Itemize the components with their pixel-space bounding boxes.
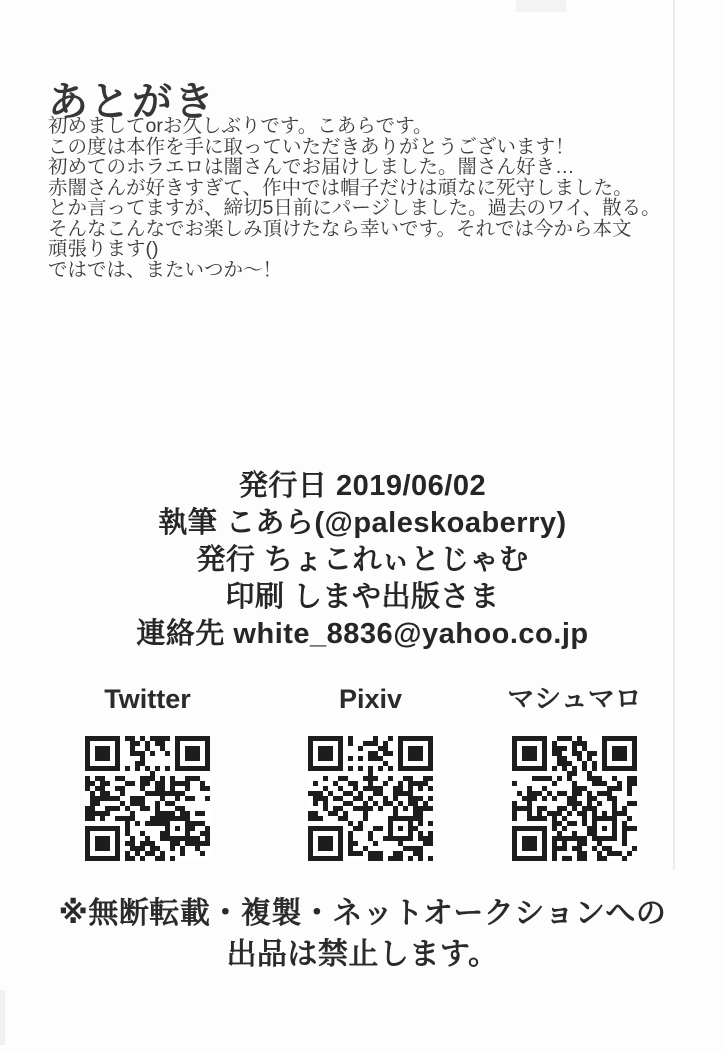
afterword-line: この度は本作を手に取っていただきありがとうございます！: [48, 135, 575, 158]
qr-code-pixiv-icon: [308, 736, 433, 861]
scan-artifact-smudge: [516, 0, 566, 12]
page-title: あとがき: [48, 80, 216, 124]
qr-section: [0, 682, 725, 872]
colophon: [0, 468, 725, 653]
reprint-prohibition-notice: [0, 893, 725, 975]
qr-code-twitter-icon: [85, 736, 210, 861]
afterword-line: 赤闇さんが好きすぎて、作中では帽子だけは頑なに死守しました。: [48, 176, 633, 199]
qr-block-marshmallow: [507, 682, 642, 861]
qr-block-pixiv: [308, 682, 433, 861]
afterword-line: ではでは、またいつか～！: [48, 258, 283, 281]
afterword-line: そんなこんなでお楽しみ頂けたなら幸いです。それでは今から本文: [48, 217, 632, 240]
qr-label-twitter: Twitter: [104, 684, 191, 714]
qr-code-marshmallow-icon: [512, 736, 637, 861]
qr-block-twitter: [85, 682, 210, 861]
scan-artifact-mark: [0, 990, 5, 1045]
qr-label-pixiv: Pixiv: [338, 684, 403, 714]
afterword-line: 初めてのホラエロは闇さんでお届けしました。闇さん好き…: [48, 156, 575, 178]
notice-line: ※無断転載・複製・ネットオークションへの: [58, 897, 667, 930]
notice-line: 出品は禁止します。: [226, 938, 499, 971]
afterword-text: [48, 116, 708, 280]
colophon-author: 執筆 こあら(@paleskoaberry): [158, 507, 567, 539]
qr-label-marshmallow: マシュマロ: [507, 684, 642, 714]
afterword-line: 初めましてorお久しぶりです。こあらです。: [48, 115, 433, 137]
afterword-line: とか言ってますが、締切5日前にパージしました。過去のワイ、散る。: [48, 197, 661, 219]
colophon-publish-date: 発行日 2019/06/02: [238, 470, 487, 502]
afterword-line: 頑張ります(): [48, 238, 159, 260]
colophon-publisher: 発行 ちょこれぃとじゃむ: [196, 544, 529, 576]
colophon-printer: 印刷 しまや出版さま: [225, 581, 500, 613]
colophon-contact-email: 連絡先 white_8836@yahoo.co.jp: [136, 618, 589, 650]
